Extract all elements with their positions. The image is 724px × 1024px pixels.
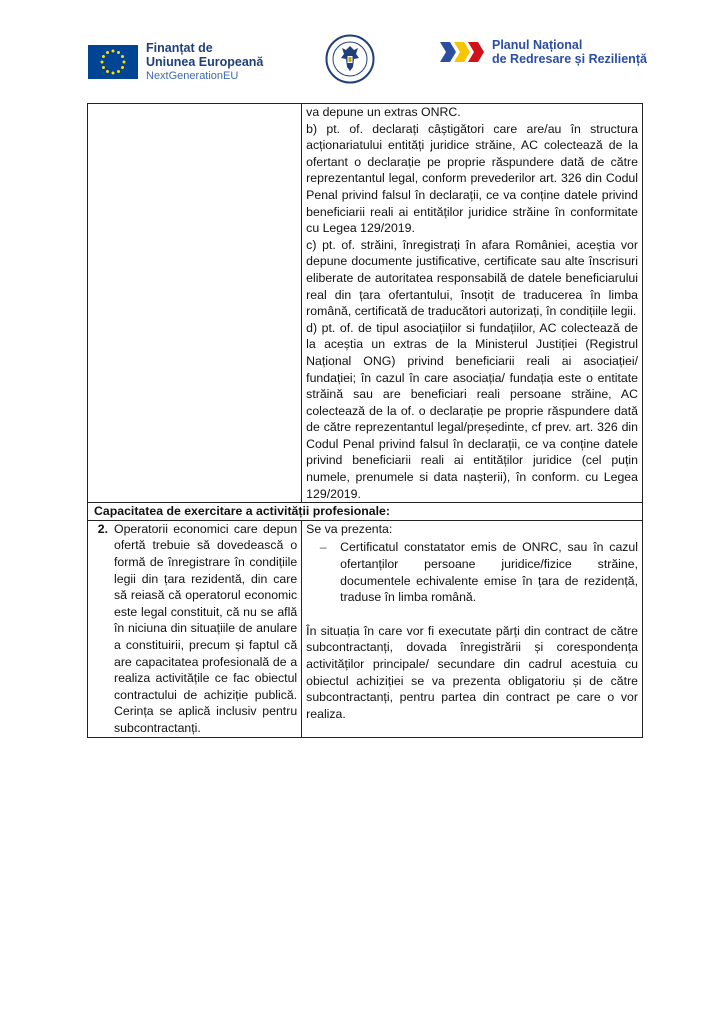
paragraph-a-end: va depune un extras ONRC. xyxy=(306,105,461,119)
evidence-bullet-text: Certificatul constatator emis de ONRC, sau în cazul ofertanților persoane juridice/fizice străine, documentele echivalente emise în țara de rezidență, traduse în limba română. xyxy=(340,540,638,605)
pnrr-arrows-icon xyxy=(440,39,486,65)
subcontractor-paragraph: În situația în care vor fi executate părți din contract de către subcontractanți, dovada înregistrării și corespondența activităților principale/ secundare din cadrul acestuia cu obiectul achiziției se va prezenta obligatoriu și de către subcontractanți, pentru partea din contract pe care o vor realiza. xyxy=(306,623,638,721)
paragraph-c: c) pt. of. străini, înregistrați în afara României, aceștia vor depune documente justificative, certificate sau alte înscrisuri eliberate de autoritatea responsabilă de datele beneficiarului real din țara ofertantului, însoțit de traducerea în limba română, certificată de traducători autorizați, în condițiile legii. xyxy=(306,237,638,319)
evidence-cell xyxy=(302,520,643,737)
pnrr-logo xyxy=(440,38,647,66)
eu-star-icon xyxy=(121,66,124,69)
eu-star-icon xyxy=(112,72,115,75)
requirement-cell xyxy=(88,520,302,737)
eu-star-icon xyxy=(106,51,109,54)
requirement-text: Operatorii economici care depun ofertă trebuie să dovedească o formă de înregistrare în condițiile legii din țara rezidentă, din care să reiasă că operatorul economic este legal constituit, că nu se află în niciuna din situațiile de anulare a constituirii, precum și faptul că are capacitatea profesională de a realiza activitățile ce fac obiectul contractului de achiziție publică. Cerința se aplică inclusiv pentru subcontractanți. xyxy=(114,521,298,735)
section-heading: Capacitatea de exercitare a activității profesionale: xyxy=(88,503,643,521)
eu-star-icon xyxy=(101,61,104,64)
romanian-government-seal-icon xyxy=(325,34,375,84)
eu-funding-logo xyxy=(88,41,263,83)
eu-star-icon xyxy=(117,70,120,73)
eu-star-icon xyxy=(112,50,115,53)
list-item xyxy=(306,539,638,605)
table-row xyxy=(88,520,643,737)
requirements-table xyxy=(87,103,643,738)
requirement-number: 2. xyxy=(97,521,108,536)
eu-logo-line3: NextGenerationEU xyxy=(146,70,239,82)
eu-star-icon xyxy=(123,61,126,64)
empty-left-cell xyxy=(88,104,302,503)
pnrr-logo-line1: Planul Național xyxy=(492,38,583,52)
eu-star-icon xyxy=(102,55,105,58)
pnrr-logo-line2: de Redresare și Reziliență xyxy=(492,52,647,66)
eu-logo-line1: Finanțat de xyxy=(146,41,213,55)
table-row xyxy=(88,104,643,503)
beneficiary-requirements-cell xyxy=(302,104,643,503)
table-row xyxy=(88,503,643,521)
eu-star-icon xyxy=(117,51,120,54)
paragraph-d: d) pt. of. de tipul asociațiilor si fundațiilor, AC colectează de la aceștia un extras de la Ministerul Justiției (Registrul Național ONG) privind beneficiarii reali ai asociației/ fundației; în cazul în care asociația/ fundația este o entitate străină sau are beneficiari reali persoane străine, AC colectează de la of. o declarație pe proprie răspundere dată de către reprezentantul legal/președinte, cf prev. art. 326 din Codul Penal privind falsul în declarații, ce va conține datele privind beneficiarii reali ai entităților juridice (cel puțin numele, prenumele si data nașterii), în conform. cu Legea 129/2019. xyxy=(306,320,638,501)
eu-star-icon xyxy=(106,70,109,73)
eu-flag-icon xyxy=(88,45,138,79)
eu-star-icon xyxy=(102,66,105,69)
eu-logo-line2: Uniunea Europeană xyxy=(146,55,264,69)
evidence-intro: Se va prezenta: xyxy=(306,521,393,536)
eu-star-icon xyxy=(121,55,124,58)
paragraph-b: b) pt. of. declarați câștigători care are/au în structura acționariatului entități juridice străine, AC colectează de la ofertant o declarație pe proprie răspundere dată de către reprezentantul legal, conform prevederilor art. 326 din Codul Penal privind falsul în declarații, ce va conține datele privind beneficiarii reali ai entităților juridice străine în conformitate cu Legea 129/2019. xyxy=(306,121,638,236)
dash-bullet-icon: – xyxy=(319,540,327,555)
